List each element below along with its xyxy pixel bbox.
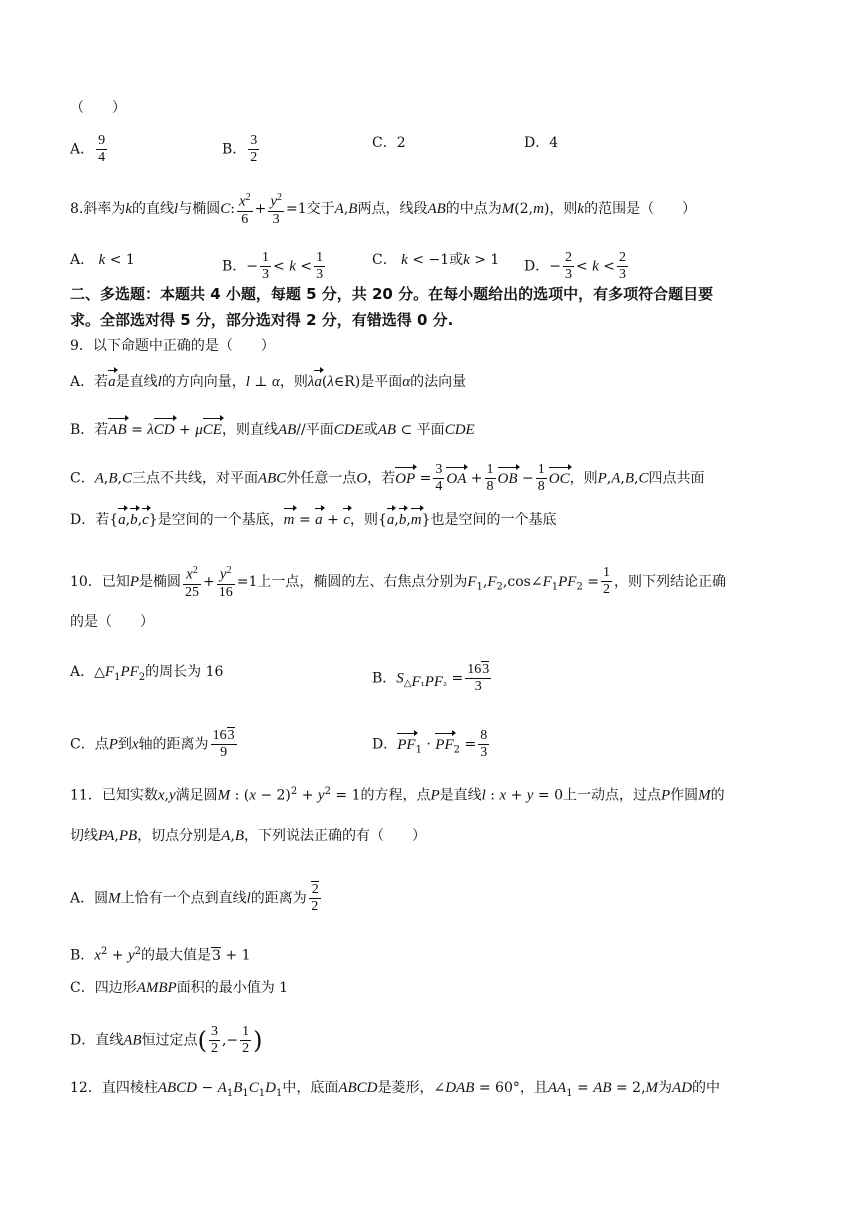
q8-option-c: C． k < −1或k > 1 [372,252,500,268]
q11-option-a: A．圆M上恰有一个点到直线l的距离为 $\frac{2}{2}$ [70,882,319,914]
q11-option-b: B．$x^2 + y^2$的最大值是3 + 1 [70,946,251,964]
q9-option-d: D．若{a,b,c}是空间的一个基底，m = a + c，则{a,b,m}也是空间的一个基底 [70,512,557,528]
q9-option-b: B．若AB = λCD + μCE，则直线AB//平面CDE或AB ⊂ 平面CDE [70,422,475,438]
q11-stem: 11．已知实数x,y满足圆M : $(x - 2)^2 + y^2 = 1$的方程，点P是直线l : x + y = 0上一动点，过点P作圆M的 [70,786,725,804]
q8-stem: 8.斜率为k的直线l与椭圆C: $\frac{x^2}{6}$ + $\frac{y^2}{3}$ =1交于A,B两点，线段AB的中点为M(2,m)，则k的范围是（ ） [70,192,697,227]
section2-line1: 二、多选题：本题共 4 小题，每题 5 分，共 20 分。在每小题给出的选项中，有多项符合题目要 [70,285,714,303]
q7-option-c: C．2 [372,135,406,151]
q10-stem: 10．已知P是椭圆 $\frac{x^2}{25}$ + $\frac{y^2}{16}$ =1上一点，椭圆的左、右焦点分别为$F_1,F_2,\cos\angle F_1PF_2$ = $\frac{1}{2}$ ，则下列结论正确 [70,565,726,600]
q10-option-b: B．$S_{\triangle F_1PF_2}$ = $\frac{163}{3}$ [372,662,490,694]
q9-stem: 9．以下命题中正确的是（ ） [70,338,275,354]
q10-option-d: D．$PF_1 \cdot PF_2$ = $\frac{8}{3}$ [372,728,488,760]
q11-option-c: C．四边形AMBP面积的最小值为 1 [70,980,289,996]
q8-option-a: A． k < 1 [70,252,135,268]
q11-stem-line2: 切线PA,PB，切点分别是A,B，下列说法正确的有（ ） [70,828,426,844]
q10-stem-line2: 的是（ ） [70,614,154,630]
q10-option-a: A．$\triangle F_1PF_2$的周长为 16 [70,664,224,683]
q9-option-a: A．若a是直线l的方向向量，l ⊥ α，则λa(λ∈R)是平面α的法向量 [70,374,467,390]
q7-bracket: （ ） [70,100,126,116]
q9-option-c: C．A,B,C三点不共线，对平面ABC外任意一点O，若OP = $\frac{3}{4}$ OA + $\frac{1}{8}$ OB − $\frac{1}{8}$ OC，则P,A,B,C四点共面 [70,462,705,494]
q7-option-a: A． $\frac{9}{4}$ [70,133,106,165]
q11-option-d: D．直线AB恒过定点( $\frac{3}{2}$ ,− $\frac{1}{2}$ ) [70,1024,263,1056]
section2-line2: 求。全部选对得 5 分，部分选对得 2 分，有错选得 0 分. [70,311,454,329]
q8-option-b: B．− $\frac{1}{3}$ < k < $\frac{1}{3}$ [222,250,324,282]
q12-stem: 12．直四棱柱ABCD − $A_1B_1C_1D_1$中，底面ABCD是菱形，∠DAB = 60°，且$AA_1$ = AB = 2,M为AD的中 [70,1080,721,1099]
q7-option-b: B． $\frac{3}{2}$ [222,133,258,165]
q7-option-d: D．4 [524,135,559,151]
q8-option-d: D．− $\frac{2}{3}$ < k < $\frac{2}{3}$ [524,250,627,282]
q10-option-c: C．点P到x轴的距离为 $\frac{163}{9}$ [70,728,235,760]
